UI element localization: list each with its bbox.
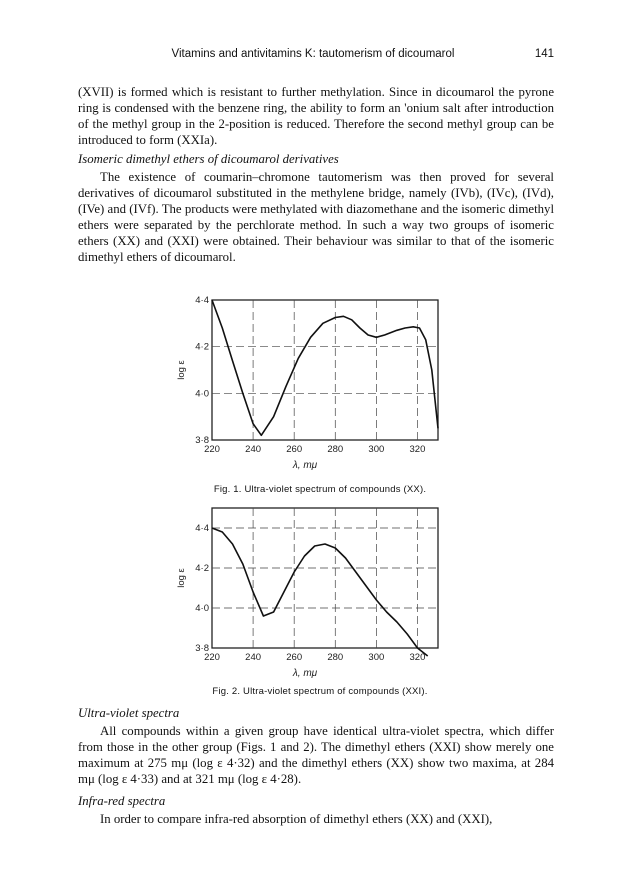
- y-tick-label: 4·0: [195, 388, 209, 400]
- spectrum-curve: [212, 528, 428, 656]
- figure-1-chart: [160, 290, 460, 480]
- x-axis-label: λ, mμ: [292, 460, 318, 471]
- x-tick-label: 220: [204, 652, 220, 663]
- y-tick-label: 4·2: [195, 341, 209, 353]
- plot-frame: [212, 508, 438, 648]
- x-tick-label: 320: [409, 444, 426, 455]
- running-title: Vitamins and antivitamins K: tautomerism of dicoumarol: [171, 48, 455, 60]
- y-tick-label: 4·4: [195, 295, 209, 306]
- x-tick-label: 320: [409, 652, 426, 663]
- y-axis-label: log ε: [176, 568, 187, 588]
- x-tick-label: 300: [368, 652, 385, 663]
- page-number: 141: [534, 48, 554, 60]
- x-tick-label: 240: [245, 444, 262, 455]
- x-axis-label: λ, mμ: [292, 668, 318, 679]
- x-tick-label: 260: [286, 444, 303, 455]
- y-tick-label: 3·8: [195, 435, 209, 446]
- y-tick-label: 4·0: [195, 603, 209, 614]
- x-tick-label: 300: [368, 444, 385, 455]
- figure-2-caption: Fig. 2. Ultra-violet spectrum of compounds (XXI).: [212, 686, 428, 697]
- y-tick-label: 3·8: [195, 643, 209, 654]
- figure-1-caption: Fig. 1. Ultra-violet spectrum of compounds (XX).: [213, 484, 427, 495]
- y-tick-label: 4·4: [195, 523, 209, 534]
- plot-frame: [212, 300, 438, 440]
- paragraph-3: All compounds within a given group have identical ultra-violet spectra, which differ from those in the other group (Figs. 1 and 2). The dimethyl ethers (XXI) show merely one maximum at 275 mμ (log ε 4·32) and the dimethyl ethers (XX) show two maxima, at 284 mμ (log ε 4·33) and at 321 mμ (log ε 4·28).: [78, 724, 554, 786]
- y-tick-label: 4·2: [195, 563, 209, 574]
- section-heading-uv: Ultra-violet spectra: [78, 706, 180, 720]
- spectrum-curve: [212, 300, 438, 435]
- x-tick-label: 240: [245, 652, 262, 663]
- paragraph-2: The existence of coumarin–chromone tautomerism was then proved for several derivatives of dicoumarol substituted in the methylene bridge, namely (IVb), (IVc), (IVd), (IVe) and (IVf). The products were methylated with diazomethane and the isomeric dimethyl ethers were separated by the perchlorate method. In such a way two groups of isomeric ethers (XX) and (XXI) were obtained. Their behaviour was similar to that of the isomeric dimethyl ethers of dicoumarol.: [78, 170, 554, 264]
- x-tick-label: 260: [286, 652, 303, 663]
- paragraph-1: (XVII) is formed which is resistant to further methylation. Since in dicoumarol the pyrone ring is condensed with the benzene ring, the ability to form an 'onium salt after introduction of the methyl group in the 2-position is reduced. Therefore the second methyl group can be introduced to form (XXIa).: [78, 85, 554, 147]
- x-tick-label: 280: [327, 652, 344, 663]
- x-tick-label: 220: [204, 444, 220, 455]
- paragraph-4: In order to compare infra-red absorption of dimethyl ethers (XX) and (XXI),: [100, 812, 493, 826]
- section-heading-ir: Infra-red spectra: [78, 794, 166, 808]
- section-heading-isomeric: Isomeric dimethyl ethers of dicoumarol derivatives: [78, 152, 339, 166]
- x-tick-label: 280: [327, 444, 344, 455]
- running-header: [78, 48, 554, 68]
- y-axis-label: log ε: [176, 360, 187, 380]
- figure-2-chart: [160, 498, 460, 688]
